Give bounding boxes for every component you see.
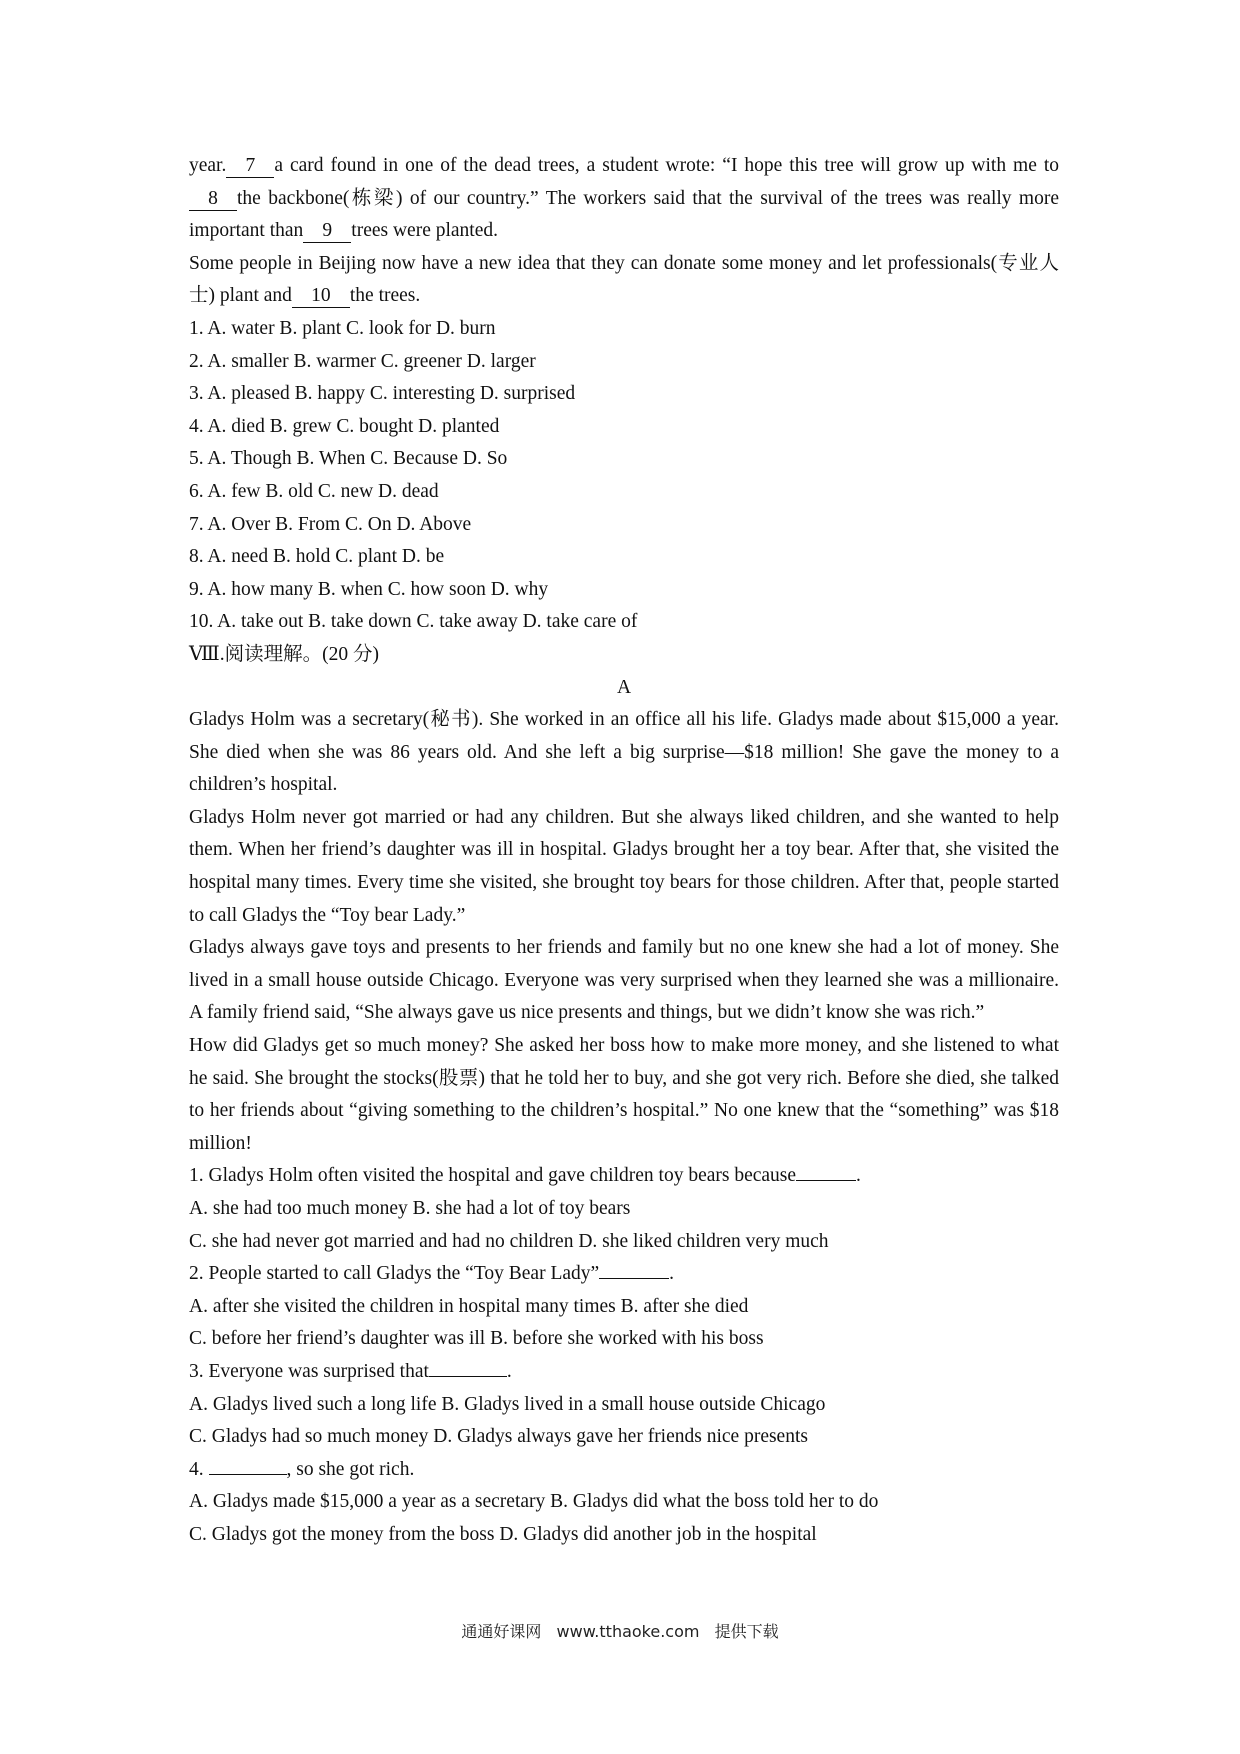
- passage-text: the backbone(栋梁) of our country.” The workers said that the survival of the trees was really more important than: [189, 187, 1059, 242]
- footer-url: www.tthaoke.com: [556, 1622, 700, 1641]
- reading-paragraph: Gladys Holm was a secretary(秘书). She worked in an office all his life. Gladys made about $15,000 a year. She died when she was 86 years old. And she left a big surprise—$18 million! She gave the money to a children’s hospital.: [189, 709, 1059, 796]
- cloze-option: 10. A. take out B. take down C. take away D. take care of: [189, 611, 638, 633]
- question-end: .: [856, 1165, 861, 1187]
- reading-paragraph: Gladys always gave toys and presents to her friends and family but no one knew she had a lot of money. She lived in a small house outside Chicago. Everyone was very surprised when they learned she was a millionaire. A family friend said, “She always gave us nice presents and things, but we didn’t know she was rich.”: [189, 937, 1059, 1024]
- answer-options: C. Gladys got the money from the boss D. Gladys did another job in the hospital: [189, 1523, 817, 1545]
- answer-options: A. Gladys made $15,000 a year as a secretary B. Gladys did what the boss told her to do: [189, 1491, 879, 1513]
- cloze-option: 1. A. water B. plant C. look for D. burn: [189, 317, 496, 339]
- answer-options: C. she had never got married and had no children D. she liked children very much: [189, 1230, 829, 1252]
- cloze-option: 5. A. Though B. When C. Because D. So: [189, 448, 508, 470]
- answer-options: A. after she visited the children in hospital many times B. after she died: [189, 1295, 749, 1317]
- passage-text: year.: [189, 155, 227, 176]
- cloze-option: 4. A. died B. grew C. bought D. planted: [189, 415, 500, 437]
- cloze-passage-paragraph: [189, 248, 1059, 313]
- page-footer: [0, 1619, 1240, 1642]
- cloze-option: 8. A. need B. hold C. plant D. be: [189, 546, 445, 568]
- answer-blank: [429, 1358, 507, 1377]
- section-heading: Ⅷ.阅读理解。(20 分): [189, 643, 379, 665]
- question-number: 4.: [189, 1458, 204, 1480]
- question-end: .: [669, 1263, 675, 1285]
- blank-10: 10: [292, 285, 350, 308]
- question-4: [189, 1454, 1059, 1487]
- answer-options: C. before her friend’s daughter was ill B. before she worked with his boss: [189, 1328, 764, 1350]
- reading-paragraph: Gladys Holm never got married or had any children. But she always liked children, and she wanted to help them. When her friend’s daughter was ill in hospital. Gladys brought her a toy bear. After that, she visited the hospital many times. Every time she visited, she brought toy bears for those children. After that, people started to call Gladys the “Toy bear Lady.”: [189, 806, 1059, 926]
- answer-blank: [599, 1260, 669, 1279]
- passage-text: a card found in one of the dead trees, a student wrote: “I hope this tree will grow up with me to: [274, 155, 1059, 176]
- cloze-option: 3. A. pleased B. happy C. interesting D. surprised: [189, 383, 576, 405]
- question-stem: 3. Everyone was surprised that: [189, 1360, 429, 1382]
- cloze-option: 6. A. few B. old C. new D. dead: [189, 480, 439, 502]
- blank-8: 8: [189, 188, 237, 211]
- answer-options: C. Gladys had so much money D. Gladys always gave her friends nice presents: [189, 1426, 808, 1448]
- blank-9: 9: [303, 220, 351, 243]
- cloze-option: 2. A. smaller B. warmer C. greener D. larger: [189, 350, 536, 372]
- question-2: [189, 1258, 1059, 1291]
- passage-text: Some people in Beijing now have a new idea that they can donate some money and let professionals(专业人士) plant and: [189, 252, 1059, 307]
- question-end: .: [506, 1360, 512, 1382]
- question-1: [189, 1160, 1059, 1193]
- question-stem: 1. Gladys Holm often visited the hospital and gave children toy bears because: [189, 1165, 797, 1187]
- cloze-passage-paragraph: [189, 150, 1059, 248]
- footer-site-name: 通通好课网: [461, 1622, 542, 1641]
- page-content: [189, 150, 1059, 1552]
- question-3: [189, 1356, 1059, 1389]
- reading-paragraph: How did Gladys get so much money? She asked her boss how to make more money, and she listened to what he said. She brought the stocks(股票) that he told her to buy, and she got very rich. Before she died, she talked to her friends about “giving something to the children’s hospital.” No one knew that the “something” was $18 million!: [189, 1035, 1059, 1154]
- question-stem: 2. People started to call Gladys the “Toy Bear Lady”: [189, 1263, 600, 1285]
- answer-blank: [796, 1162, 856, 1181]
- question-stem: , so she got rich.: [286, 1458, 415, 1480]
- footer-note: 提供下载: [714, 1622, 779, 1641]
- passage-text: trees were planted.: [351, 220, 498, 242]
- answer-blank: [209, 1456, 287, 1475]
- answer-options: A. she had too much money B. she had a lot of toy bears: [189, 1198, 631, 1219]
- answer-options: A. Gladys lived such a long life B. Gladys lived in a small house outside Chicago: [189, 1393, 826, 1415]
- blank-7: 7: [226, 155, 274, 178]
- cloze-option: 7. A. Over B. From C. On D. Above: [189, 513, 472, 535]
- passage-label: A: [616, 676, 632, 698]
- passage-text: the trees.: [349, 285, 421, 307]
- cloze-option: 9. A. how many B. when C. how soon D. why: [189, 578, 549, 600]
